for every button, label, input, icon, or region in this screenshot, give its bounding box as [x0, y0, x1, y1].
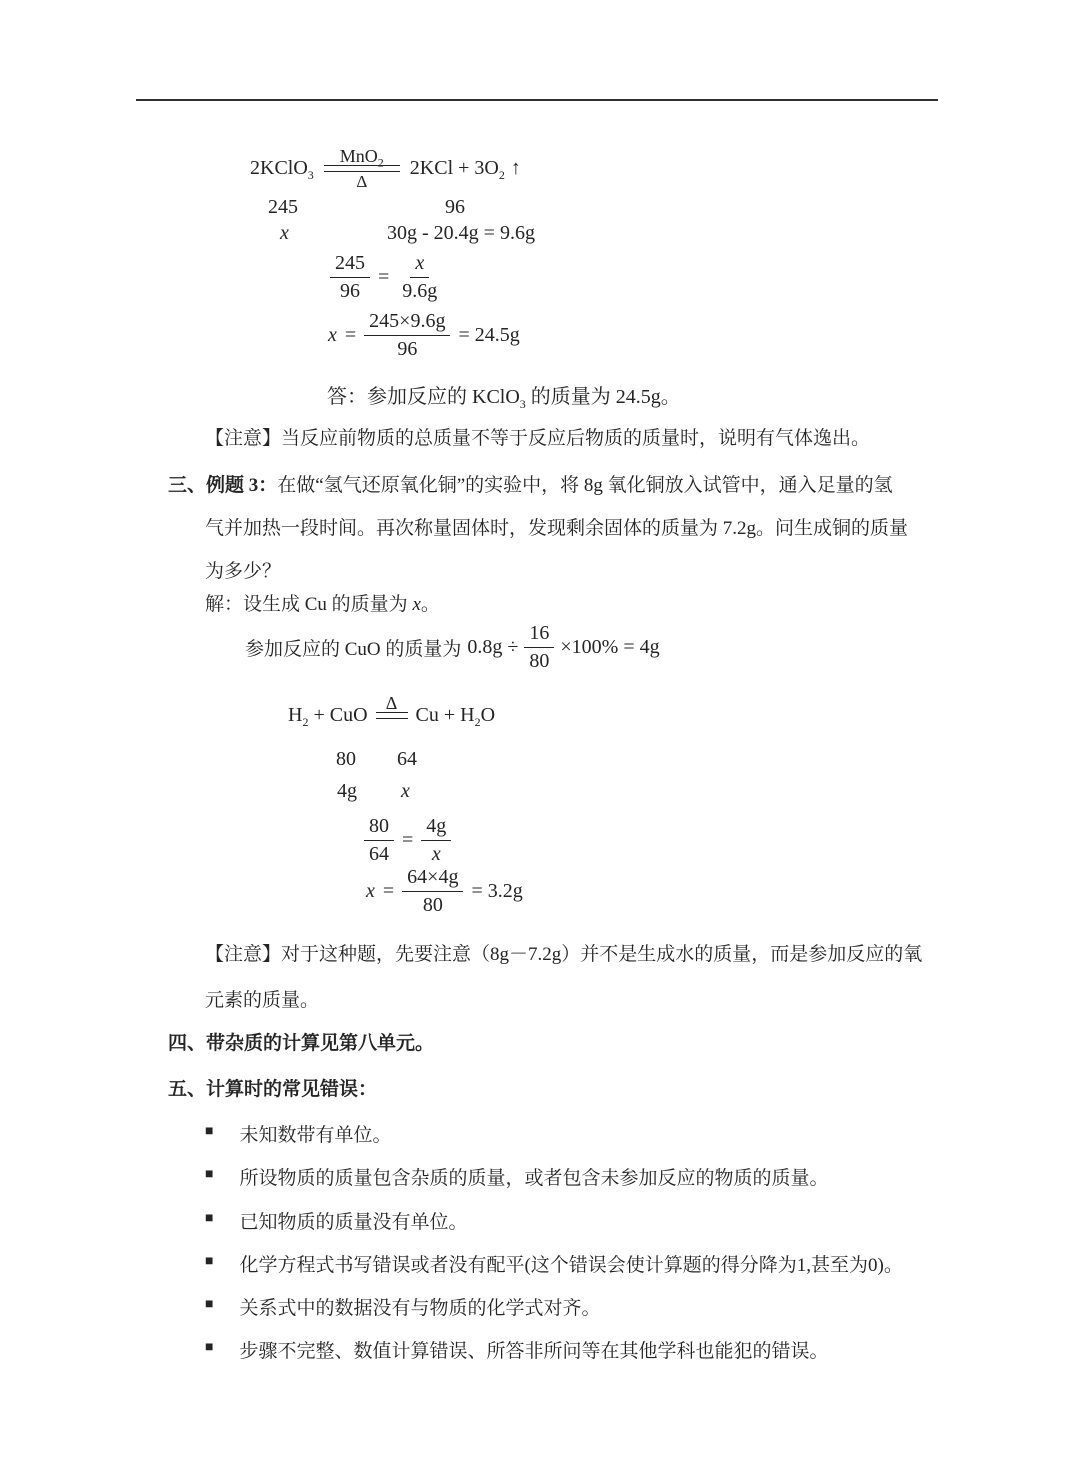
solution-equation-1 — [328, 310, 520, 361]
error-list-item — [205, 1293, 600, 1320]
error-text: 化学方程式书写错误或者没有配平(这个错误会使计算题的得分降为1,甚至为0)。 — [239, 1255, 903, 1276]
reaction-condition-line — [324, 145, 400, 191]
fraction: $\frac{4g}{x}$ — [421, 815, 451, 866]
molar-mass-left: 245 — [268, 196, 298, 218]
proportion-equation-1 — [330, 252, 442, 303]
note-oxygen-mass-line1: 【注意】对于这种题，先要注意（8g－7.2g）并不是生成水的质量，而是参加反应的氧 — [205, 944, 923, 965]
given-mass-left: 4g — [337, 780, 357, 802]
error-text: 关系式中的数据没有与物质的化学式对齐。 — [239, 1298, 601, 1319]
header-rule — [136, 99, 938, 101]
fraction: $\frac{16}{80}$ — [524, 622, 554, 673]
solution-equation-2 — [366, 866, 523, 917]
molar-mass-right: 96 — [445, 196, 465, 218]
error-text: 步骤不完整、数值计算错误、所答非所问等在其他学科也能犯的错误。 — [239, 1341, 829, 1362]
note-oxygen-mass-line2: 元素的质量。 — [205, 990, 320, 1011]
note-gas-escape: 【注意】当反应前物质的总质量不等于反应后物质的质量时，说明有气体逸出。 — [205, 428, 871, 449]
unknown-mass-left: x — [280, 222, 289, 244]
delta-label: Δ — [356, 171, 368, 191]
equation-kclo3-decomposition — [250, 142, 521, 194]
variable-x: x — [328, 324, 337, 346]
catalyst-label: MnO$_2$ — [339, 145, 384, 170]
result-value: = 24.5g — [458, 324, 520, 346]
molar-mass-right: 64 — [397, 748, 417, 770]
error-text: 已知物质的质量没有单位。 — [239, 1212, 468, 1233]
section5-heading: 五、计算时的常见错误： — [168, 1079, 378, 1100]
answer-statement: 答：参加反应的 KClO$_3$ 的质量为 24.5g。 — [327, 386, 681, 411]
error-list-item — [205, 1163, 828, 1190]
bullet-square-icon: ■ — [205, 1340, 214, 1355]
error-text: 未知数带有单位。 — [239, 1125, 392, 1146]
reactant-formula: 2KClO$_3$ — [250, 156, 314, 182]
error-text: 所设物质的质量包含杂质的质量，或者包含未参加反应的物质的质量。 — [239, 1168, 829, 1189]
products-formula: $2KCl + 3O_2$ ↑ — [409, 156, 521, 182]
proportion-equation-2 — [364, 815, 451, 866]
bullet-square-icon: ■ — [205, 1167, 214, 1182]
reactants-formula: $H_2$ + CuO — [288, 703, 368, 729]
example3-line2: 气并加热一段时间。再次称量固体时，发现剩余固体的质量为 7.2g。问生成铜的质量 — [205, 518, 909, 539]
equals-sign: = — [402, 829, 414, 851]
section4-heading: 四、带杂质的计算见第八单元。 — [168, 1033, 435, 1054]
given-mass-right: 30g - 20.4g = 9.6g — [387, 222, 535, 244]
reaction-condition-line — [376, 692, 408, 719]
fraction: $\frac{245}{96}$ — [330, 252, 370, 303]
bullet-square-icon: ■ — [205, 1211, 214, 1226]
equals-sign: = — [378, 266, 390, 288]
fraction: $\frac{245\times 9.6g}{96}$ — [364, 310, 450, 361]
unknown-mass-right: x — [401, 780, 410, 802]
error-list-item — [205, 1207, 467, 1234]
fraction: $\frac{x}{9.6g}$ — [402, 252, 438, 302]
gas-arrow-icon: ↑ — [510, 156, 521, 179]
expression-left: 0.8g ÷ — [467, 636, 519, 658]
error-list-item — [205, 1250, 903, 1277]
equals-sign: = — [382, 880, 395, 902]
variable-x: x — [366, 880, 375, 902]
error-list-item — [205, 1336, 828, 1363]
cuo-mass-expression — [245, 622, 660, 673]
expression-right: ×100% = 4g — [560, 636, 660, 658]
bullet-square-icon: ■ — [205, 1297, 214, 1312]
equals-sign: = — [344, 324, 357, 346]
result-value: = 3.2g — [471, 880, 523, 902]
bullet-square-icon: ■ — [205, 1124, 214, 1139]
equation-h2-cuo — [288, 692, 496, 730]
error-list-item — [205, 1120, 391, 1147]
fraction: $\frac{80}{64}$ — [364, 815, 394, 866]
fraction: $\frac{64\times 4g}{80}$ — [402, 866, 463, 917]
delta-label: Δ — [385, 692, 398, 713]
cuo-mass-prefix: 参加反应的 CuO 的质量为 — [245, 639, 462, 660]
molar-mass-left: 80 — [336, 748, 356, 770]
example3-line1: 三、例题 3：在做“氢气还原氧化铜”的实验中，将 8g 氧化铜放入试管中，通入足量的氢 — [168, 475, 893, 496]
example3-line3: 为多少？ — [205, 561, 282, 582]
solution-setup: 解：设生成 Cu 的质量为 x。 — [205, 594, 440, 615]
example3-heading: 三、例题 3： — [168, 475, 278, 496]
products-formula: $Cu + H_2O$ — [415, 703, 496, 729]
bullet-square-icon: ■ — [205, 1254, 214, 1269]
